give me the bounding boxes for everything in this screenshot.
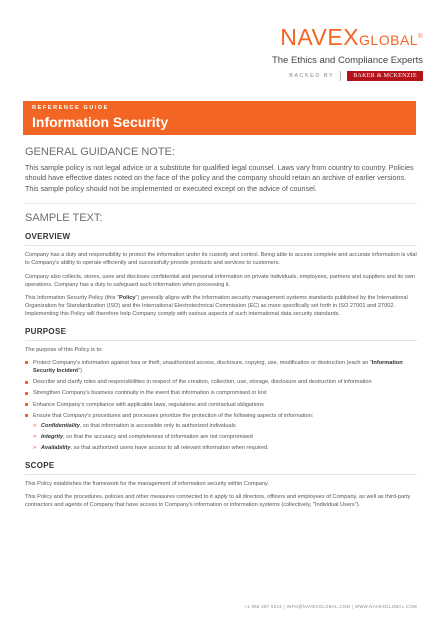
guidance-text: This sample policy is not legal advice or a substitute for qualified legal counsel. Laws vary from country to country. Policies should have effective dates noted on the face of the policy and the company should retain an archive of earlier versions. This sample policy should not be implemented or executed except on the advice of counsel. <box>25 163 414 193</box>
information-aspects-list <box>33 422 417 453</box>
sample-heading: SAMPLE TEXT: <box>25 212 103 225</box>
aspect-confidentiality <box>33 422 417 430</box>
overview-paragraph-2: Company also collects, stores, uses and discloses confidential and personal information on private individuals, employees, partners and suppliers and its own operations. Company has a duty to safeguard such information when processing it. <box>25 273 415 288</box>
purpose-item-5 <box>25 412 417 453</box>
scope-paragraph-2: This Policy and the procedures, policies and other measures connected to it apply to all directors, officers and employees of Company, as well as third-party contractors and agents of Company that have access to Company's information or information systems (collectively, "Individual Users"). <box>25 493 411 509</box>
overview-rule <box>25 245 417 246</box>
purpose-item-3: Strengthen Company's business continuity in the event that information is compromised or lost <box>25 389 417 397</box>
backed-by-row <box>289 71 423 81</box>
incident-defined-term: Information Security Incident <box>33 359 403 375</box>
logo-main-text: NAVEX <box>280 24 360 50</box>
backed-by-divider <box>340 71 341 81</box>
purpose-intro: The purpose of this Policy is to: <box>25 346 103 353</box>
purpose-list <box>25 359 417 453</box>
aspect-availability <box>33 444 417 452</box>
purpose-item-5-text: Ensure that Company's procedures and processes prioritize the protection of the following aspects of information: <box>33 412 314 419</box>
partner-logo: BAKER & MCKENZIE <box>347 71 423 81</box>
aspect-integrity <box>33 433 417 441</box>
logo-tagline: The Ethics and Compliance Experts <box>271 55 423 66</box>
document-body <box>25 146 417 514</box>
navex-global-logo <box>223 26 423 66</box>
overview-paragraph-3 <box>25 294 417 319</box>
purpose-item-1 <box>25 359 417 375</box>
purpose-rule <box>25 340 417 341</box>
overview-p3-start: This Information Security Policy (this " <box>25 295 120 302</box>
guidance-heading: GENERAL GUIDANCE NOTE: <box>25 146 175 158</box>
purpose-item-1-end: ") <box>78 368 82 375</box>
footer-contact: +1 866 297 0224 | INFO@NAVEXGLOBAL.COM | WWW.NAVEXGLOBAL.COM <box>244 604 417 609</box>
scope-paragraph-1: This Policy establishes the framework for the management of information security within Company. <box>25 480 269 487</box>
scope-heading: SCOPE <box>25 460 55 470</box>
logo-global-text: GLOBAL <box>359 32 419 48</box>
policy-defined-term: Policy <box>119 295 136 302</box>
aspect-term: Integrity <box>41 434 64 441</box>
aspect-text: , so that information is accessible only to authorized individuals <box>79 423 236 430</box>
overview-p3-end: ") generally aligns with the information security management systems standards published by the International Organization for Standardization (ISO) and the International Electrotechnical Commission (EC) as more specifically set forth in ISO 27001 and 27002. Implementing this Policy will therefore help Company comply with various aspects of such international data security standards. <box>25 295 408 318</box>
purpose-item-1-start: Protect Company's information against loss or theft, unauthorized access, disclosure, copying, use, modification or destruction (each an " <box>33 359 372 366</box>
logo-wordmark <box>223 26 423 52</box>
overview-paragraph-1: Company has a duty and responsibility to protect the information under its custody and control. Being able to access complete and accurate information is vital to Company's ability to operate efficiently and successfully provide products and services to customers. <box>25 252 417 267</box>
purpose-item-2: Describe and clarify roles and responsibilities in respect of the creation, collection, use, storage, disclosure and destruction of information <box>25 378 417 386</box>
aspect-term: Availability <box>41 445 71 452</box>
purpose-item-4: Enhance Company's compliance with applicable laws, regulations and contractual obligations <box>25 401 417 409</box>
backed-by-label: BACKED BY <box>289 73 335 79</box>
banner-kicker: REFERENCE GUIDE <box>32 105 109 111</box>
scope-rule <box>25 474 417 475</box>
title-banner <box>23 101 416 135</box>
aspect-text: , so that the accuracy and completeness of information are not compromised <box>63 434 253 441</box>
logo-registered-mark: ® <box>418 34 423 40</box>
purpose-heading: PURPOSE <box>25 326 67 336</box>
aspect-text: , so that authorized users have access to all relevant information when required. <box>70 445 269 452</box>
aspect-term: Confidentiality <box>41 423 80 430</box>
section-divider <box>25 203 417 204</box>
document-title: Information Security <box>32 114 169 130</box>
overview-heading: OVERVIEW <box>25 232 71 242</box>
